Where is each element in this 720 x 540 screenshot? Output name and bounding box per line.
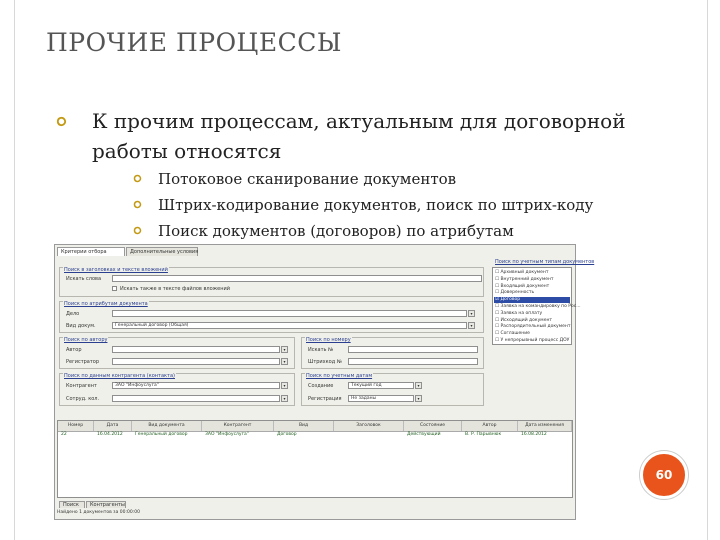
doc-type-checkbox[interactable]: ☐ (495, 324, 501, 330)
search-form-screenshot (54, 244, 595, 520)
status-bar-text: Найдено 1 документов за 00:00:00 (57, 510, 140, 515)
search-in-files-label: Искать также в тексте файлов вложений (120, 286, 230, 292)
column-header[interactable]: Состояние (404, 421, 462, 431)
registered-select[interactable]: Не заданы (348, 395, 414, 402)
sub-bullet-text: Поиск документов (договоров) по атрибутам (158, 222, 514, 240)
group-author-search (59, 337, 295, 369)
doc-type-label: Вид докум. (66, 323, 96, 329)
doc-type-checkbox[interactable]: ☐ (495, 276, 501, 282)
doc-type-item[interactable] (494, 297, 570, 303)
doc-type-label: Исходящий документ (500, 317, 553, 323)
doc-type-checkbox[interactable]: ☐ (495, 317, 501, 323)
column-header[interactable]: Дата изменения (518, 421, 572, 431)
contractor-input[interactable]: ЗАО "Инфоуслуга" (112, 382, 280, 389)
column-header[interactable]: Вид (274, 421, 334, 431)
author-input[interactable] (112, 346, 280, 353)
sub-bullet-text: Штрих-кодирование документов, поиск по штрих-коду (158, 196, 594, 214)
inbox-number-label: Искать № (308, 347, 334, 353)
leaf-bullet-icon (133, 174, 142, 183)
doc-type-label: Архивный документ (500, 270, 549, 275)
doc-type-checkbox[interactable]: ☐ (495, 304, 501, 309)
case-input[interactable] (112, 310, 467, 317)
slide-title: ПРОЧИЕ ПРОЦЕССЫ (46, 28, 342, 57)
doc-type-label: Заявка на командировку по Рос... (500, 304, 581, 309)
column-header[interactable]: Заголовок (334, 421, 404, 431)
doc-type-checkbox[interactable]: ☐ (495, 310, 501, 316)
tab-contractors[interactable]: Контрагенты (86, 501, 126, 508)
doc-type-checkbox[interactable]: ☐ (495, 331, 501, 337)
doc-type-item[interactable] (495, 284, 549, 290)
table-cell[interactable]: Действующий (407, 432, 441, 437)
created-select[interactable]: Текущий год (348, 382, 414, 389)
doc-type-checkbox[interactable]: ☐ (495, 290, 501, 296)
group-attachment-search (59, 267, 484, 297)
leaf-bullet-icon (133, 226, 142, 235)
registrar-input[interactable] (112, 358, 280, 365)
doc-type-item[interactable] (495, 324, 570, 330)
table-cell[interactable]: 22 (61, 432, 67, 437)
sub-bullet-text: Потоковое сканирование документов (158, 170, 457, 188)
doc-type-label: Заявка на оплату (500, 310, 543, 316)
created-dropdown-button[interactable]: ▾ (415, 382, 422, 389)
group-date-search (301, 373, 484, 406)
doc-type-item[interactable] (495, 331, 530, 337)
doc-type-item[interactable] (495, 290, 534, 296)
page-number-badge: 60 (640, 451, 688, 499)
author-dropdown-button[interactable]: ▾ (281, 346, 288, 353)
doc-type-label: Распорядительный документ (500, 324, 571, 330)
doc-type-label: Соглашение (500, 331, 530, 337)
registered-label: Регистрация (308, 396, 342, 402)
table-cell[interactable]: Генеральный договор (135, 432, 188, 437)
doc-type-dropdown-button[interactable]: ▾ (468, 322, 475, 329)
doc-type-checkbox[interactable]: ☐ (495, 283, 501, 289)
table-cell[interactable]: ЗАО "Инфоуслуга" (205, 432, 249, 437)
barcode-input[interactable] (348, 358, 478, 365)
doc-type-item[interactable] (495, 270, 548, 276)
group-title: Поиск по автору (64, 337, 108, 343)
grid-header (58, 421, 572, 432)
column-header[interactable]: Дата (94, 421, 132, 431)
group-title: Поиск по атрибутам документа (64, 301, 148, 307)
doc-type-label: Договор (500, 297, 521, 303)
doc-type-item[interactable] (495, 311, 542, 317)
group-attribute-search (59, 301, 484, 333)
doc-type-input[interactable]: Генеральный договор (Общая) (112, 322, 467, 329)
search-words-input[interactable] (112, 275, 482, 282)
registered-dropdown-button[interactable]: ▾ (415, 395, 422, 402)
group-number-search (301, 337, 484, 369)
group-contractor-search (59, 373, 295, 406)
contact-input[interactable] (112, 395, 280, 402)
group-title: Поиск по данным контрагента (контакта) (64, 373, 175, 379)
tab-search[interactable]: Поиск (59, 501, 85, 508)
column-header[interactable]: Вид документа (132, 421, 202, 431)
doc-type-label: Входящий документ (500, 283, 550, 289)
doc-type-checkbox[interactable]: ☑ (495, 297, 501, 303)
case-label: Дело (66, 311, 80, 317)
case-dropdown-button[interactable]: ▾ (468, 310, 475, 317)
search-in-files-checkbox[interactable] (112, 286, 117, 291)
group-title: Поиск по номеру (306, 337, 351, 343)
column-header[interactable]: Номер (58, 421, 94, 431)
table-cell[interactable]: В. Р. Парывнюк (465, 432, 502, 437)
group-title: Поиск по учетным датам (306, 373, 373, 379)
doc-type-item[interactable] (495, 318, 552, 324)
table-cell[interactable]: Договор (277, 432, 297, 437)
doc-type-label: У непрерывный процесс ДОУ (500, 338, 570, 343)
tab-extra-conditions[interactable]: Дополнительные условия (126, 247, 198, 256)
contractor-label: Контрагент (66, 383, 97, 389)
doc-type-label: Внутренний документ (500, 276, 554, 282)
column-header[interactable]: Контрагент (202, 421, 274, 431)
registrar-dropdown-button[interactable]: ▾ (281, 358, 288, 365)
table-cell[interactable]: 16.04.2012 (97, 432, 123, 437)
created-label: Создание (308, 383, 334, 389)
registrar-label: Регистратор (66, 359, 100, 365)
doc-type-item[interactable] (495, 304, 581, 310)
results-grid (57, 420, 573, 498)
contact-dropdown-button[interactable]: ▾ (281, 395, 288, 402)
doc-type-item[interactable] (495, 338, 569, 344)
search-words-label: Искать слова (66, 276, 102, 282)
doc-type-label: Доверенность (500, 290, 535, 296)
contact-label: Сотруд. кол. (66, 396, 100, 402)
column-header[interactable]: Автор (462, 421, 518, 431)
inbox-number-input[interactable] (348, 346, 478, 353)
doc-type-checkbox[interactable]: ☐ (495, 338, 501, 343)
contractor-dropdown-button[interactable]: ▾ (281, 382, 288, 389)
main-bullet-text: К прочим процессам, актуальным для договорной работы относятся (92, 109, 626, 163)
table-cell[interactable]: 16.08.2012 (521, 432, 547, 437)
leaf-bullet-icon (56, 116, 67, 127)
author-label: Автор (66, 347, 82, 353)
doc-types-title: Поиск по учетным типам документов (495, 259, 595, 265)
barcode-label: Штрихкод № (308, 359, 342, 365)
doc-types-list (492, 267, 581, 345)
group-title: Поиск в заголовках и тексте вложений (64, 267, 168, 273)
leaf-bullet-icon (133, 200, 142, 209)
tab-criteria[interactable]: Критерии отбора (57, 247, 125, 256)
doc-type-item[interactable] (495, 277, 554, 283)
doc-type-checkbox[interactable]: ☐ (495, 270, 501, 275)
